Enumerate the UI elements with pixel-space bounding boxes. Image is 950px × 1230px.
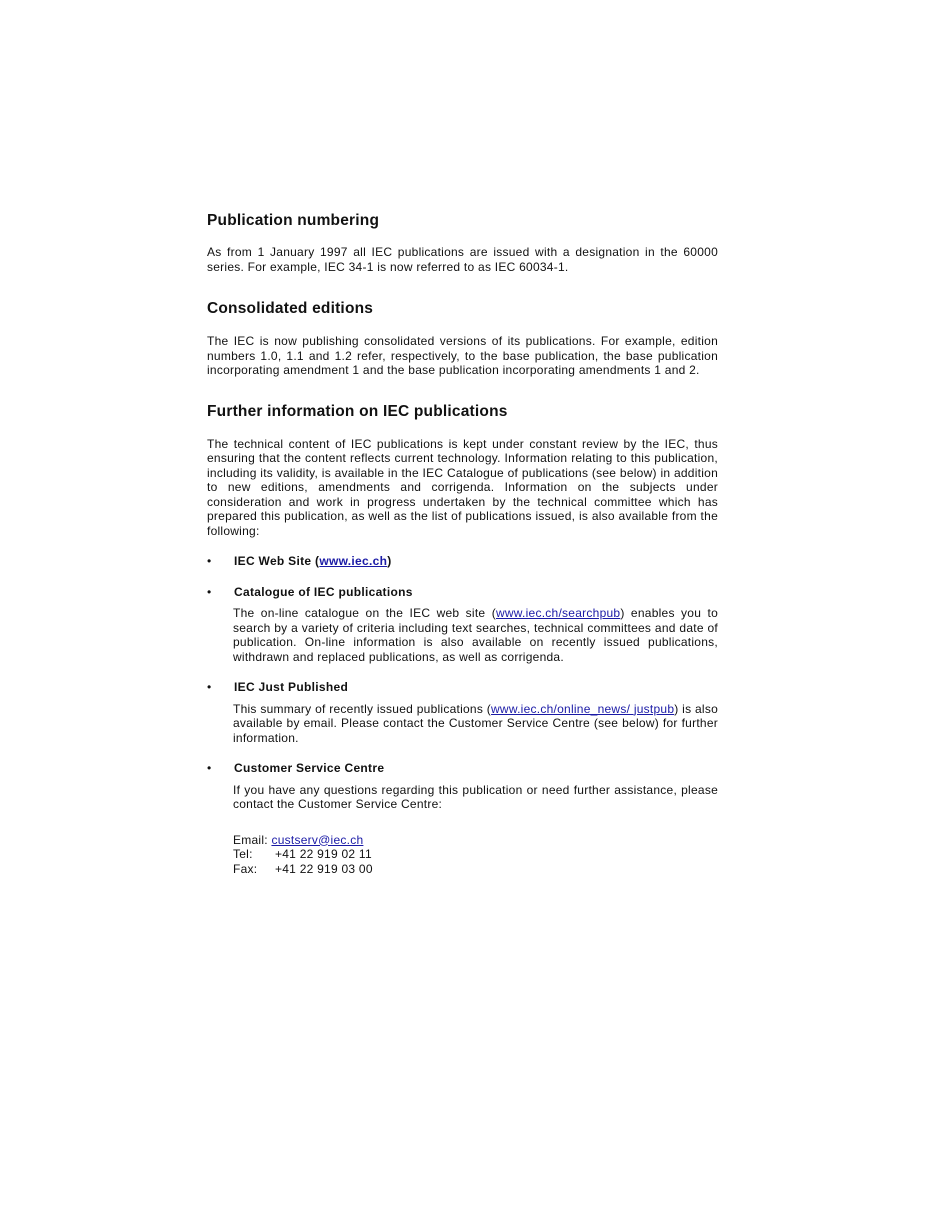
bullet-title-customer-service: Customer Service Centre: [234, 761, 385, 775]
bullet-body-just-published: This summary of recently issued publications (www.iec.ch/online_news/ justpub) is also available by email. Please contact the Customer Service Centre (see below) for further information.: [233, 701, 718, 745]
bullet-body-catalogue: The on-line catalogue on the IEC web site (www.iec.ch/searchpub) enables you to search by a variety of criteria including text searches, technical committees and date of publication. On-line information is also available on recently issued publications, withdrawn and replaced publications, as well as corrigenda.: [233, 606, 719, 664]
list-item-just-published: [207, 680, 718, 745]
link-searchpub[interactable]: www.iec.ch/searchpub: [495, 606, 621, 620]
email-label: Email:: [233, 832, 268, 847]
list-item-customer-service: [207, 761, 718, 812]
contact-fax-row: [233, 862, 718, 877]
paragraph-further-information: The technical content of IEC publications is kept under constant review by the IEC, thus ensuring that the content reflects current technology. Information relating to this publication, including its validity, is available in the IEC Catalogue of publications (see below) in addition to new editions, amendments and corrigenda. Information on the subjects under consideration and work in progress undertaken by the technical committee which has prepared this publication, as well as the list of publications issued, is also available from the following:: [207, 436, 718, 538]
link-iec-web-site[interactable]: www.iec.ch: [319, 554, 388, 568]
heading-publication-numbering: Publication numbering: [207, 212, 380, 229]
bullet-body-customer-service: If you have any questions regarding this publication or need further assistance, please contact the Customer Service Centre:: [233, 782, 718, 811]
fax-label: Fax:: [233, 861, 258, 876]
document-content: [207, 212, 718, 876]
bullet-title-just-published: IEC Just Published: [234, 680, 349, 694]
heading-consolidated-editions: Consolidated editions: [207, 300, 374, 317]
contact-tel-row: [233, 847, 718, 862]
contact-email-row: [233, 833, 718, 848]
bullet-icon: •: [207, 584, 212, 599]
resource-list: [207, 554, 718, 812]
bullet-title-web-site: IEC Web Site (www.iec.ch): [234, 554, 392, 568]
paragraph-consolidated-editions: The IEC is now publishing consolidated versions of its publications. For example, edition numbers 1.0, 1.1 and 1.2 refer, respectively, to the base publication, the base publication incorporating amendment 1 and the base publication incorporating amendments 1 and 2.: [207, 334, 718, 377]
bullet-icon: •: [207, 554, 212, 568]
tel-label: Tel:: [233, 847, 253, 861]
paragraph-publication-numbering: As from 1 January 1997 all IEC publications are issued with a designation in the 60000 series. For example, IEC 34-1 is now referred to as IEC 60034-1.: [207, 245, 718, 274]
heading-further-information: Further information on IEC publications: [207, 402, 508, 420]
bullet-icon: •: [207, 761, 212, 775]
bullet-icon: •: [207, 680, 212, 694]
tel-value: +41 22 919 02 11: [275, 847, 372, 861]
list-item-catalogue: [207, 585, 718, 665]
email-link[interactable]: custserv@iec.ch: [271, 832, 364, 847]
contact-block: [233, 833, 718, 877]
list-item-web-site: [207, 554, 718, 569]
bullet-title-catalogue: Catalogue of IEC publications: [234, 584, 413, 599]
fax-value: +41 22 919 03 00: [275, 861, 373, 876]
link-justpub[interactable]: www.iec.ch/online_news/ justpub: [491, 701, 675, 716]
